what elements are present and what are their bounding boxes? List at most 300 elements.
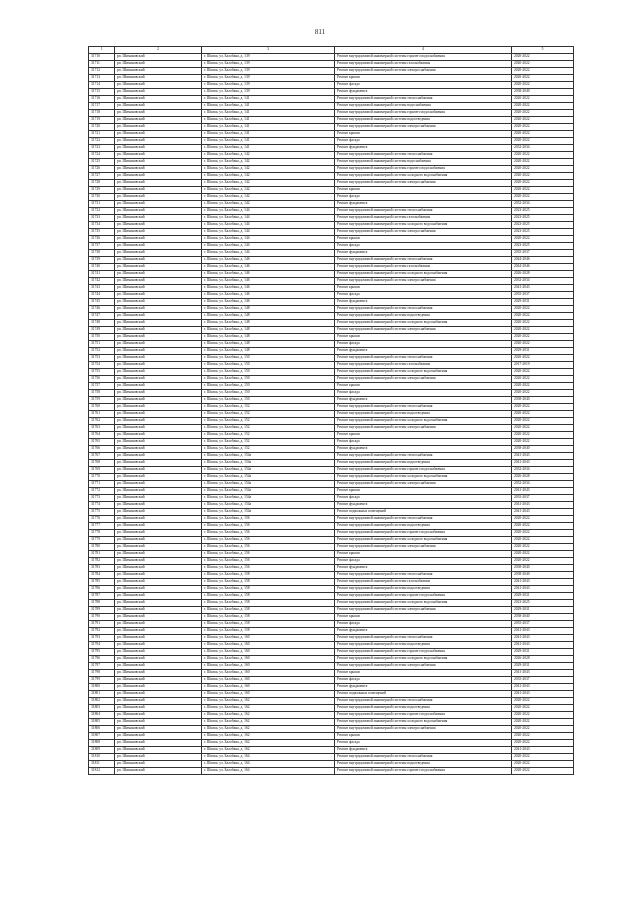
table-row: [89, 740, 574, 747]
table-row: [89, 579, 574, 586]
work-type-cell: Ремонт крыши: [335, 334, 512, 341]
work-type-cell: Ремонт фасада: [335, 292, 512, 299]
address-cell: г. Шилка, ул. Балобана, д. 144: [202, 236, 335, 243]
period-cell: 2020-2022: [512, 103, 574, 110]
address-cell: г. Шилка, ул. Балобана, д. 148: [202, 348, 335, 355]
row-number-cell: 31774: [89, 502, 115, 509]
work-type-cell: Ремонт внутридомовой инженерной системы теплоснабжения: [335, 698, 512, 705]
work-type-cell: Ремонт фасада: [335, 82, 512, 89]
table-row: [89, 75, 574, 82]
settlement-cell: рп. Шимановский: [115, 236, 202, 243]
row-number-cell: 31754: [89, 362, 115, 369]
address-cell: г. Шилка, ул. Балобана, д. 160: [202, 656, 335, 663]
column-header-1: 1: [89, 47, 115, 54]
settlement-cell: рп. Шимановский: [115, 523, 202, 530]
address-cell: г. Шилка, ул. Балобана, д. 142: [202, 187, 335, 194]
table-row: [89, 495, 574, 502]
address-cell: г. Шилка, ул. Балобана, д. 160: [202, 635, 335, 642]
work-type-cell: Ремонт фасада: [335, 243, 512, 250]
table-row: [89, 523, 574, 530]
settlement-cell: рп. Шимановский: [115, 180, 202, 187]
table-row: [89, 215, 574, 222]
work-type-cell: Ремонт внутридомовой инженерной системы водоотведения: [335, 460, 512, 467]
table-row: [89, 96, 574, 103]
work-type-cell: Ремонт внутридомовой инженерной системы горячего водоснабжения: [335, 712, 512, 719]
table-row: [89, 684, 574, 691]
period-cell: 2020-2022: [512, 383, 574, 390]
work-type-cell: Ремонт фундамента: [335, 502, 512, 509]
table-row: [89, 250, 574, 257]
settlement-cell: рп. Шимановский: [115, 138, 202, 145]
work-type-cell: Ремонт внутридомовой инженерной системы холодного водоснабжения: [335, 418, 512, 425]
table-row: [89, 614, 574, 621]
work-type-cell: Ремонт внутридомовой инженерной системы газоснабжения: [335, 61, 512, 68]
row-number-cell: 31801: [89, 691, 115, 698]
address-cell: г. Шилка, ул. Балобана, д. 148: [202, 334, 335, 341]
address-cell: г. Шилка, ул. Балобана, д. 152: [202, 425, 335, 432]
address-cell: г. Шилка, ул. Балобана, д. 164: [202, 768, 335, 775]
period-cell: 2020-2022: [512, 166, 574, 173]
table-row: [89, 474, 574, 481]
address-cell: г. Шилка, ул. Балобана, д. 156: [202, 516, 335, 523]
table-row: [89, 355, 574, 362]
work-type-cell: Ремонт внутридомовой инженерной системы теплоснабжения: [335, 306, 512, 313]
period-cell: 2041-2043: [512, 488, 574, 495]
period-cell: 2026-2028: [512, 656, 574, 663]
address-cell: г. Шилка, ул. Балобана, д. 160: [202, 670, 335, 677]
row-number-cell: 31723: [89, 145, 115, 152]
row-number-cell: 31766: [89, 446, 115, 453]
table-row: [89, 411, 574, 418]
work-type-cell: Ремонт фасада: [335, 138, 512, 145]
row-number-cell: 31755: [89, 369, 115, 376]
table-row: [89, 117, 574, 124]
row-number-cell: 31800: [89, 684, 115, 691]
work-type-cell: Ремонт внутридомовой инженерной системы теплоснабжения: [335, 404, 512, 411]
settlement-cell: рп. Шимановский: [115, 411, 202, 418]
work-type-cell: Ремонт крыши: [335, 131, 512, 138]
work-type-cell: Ремонт фундамента: [335, 250, 512, 257]
settlement-cell: рп. Шимановский: [115, 698, 202, 705]
work-type-cell: Ремонт внутридомовой инженерной системы холодного водоснабжения: [335, 474, 512, 481]
table-row: [89, 586, 574, 593]
period-cell: 2020-2022: [512, 733, 574, 740]
row-number-cell: 31799: [89, 677, 115, 684]
row-number-cell: 31729: [89, 187, 115, 194]
table-row: [89, 754, 574, 761]
period-cell: 2020-2022: [512, 236, 574, 243]
table-row: [89, 313, 574, 320]
work-type-cell: Ремонт внутридомовой инженерной системы электроснабжения: [335, 376, 512, 383]
settlement-cell: рп. Шимановский: [115, 264, 202, 271]
period-cell: 2020-2022: [512, 180, 574, 187]
period-cell: 2020-2022: [512, 523, 574, 530]
work-type-cell: Ремонт внутридомовой инженерной системы водоотведения: [335, 411, 512, 418]
row-number-cell: 31738: [89, 250, 115, 257]
address-cell: г. Шилка, ул. Балобана, д. 142: [202, 173, 335, 180]
address-cell: г. Шилка, ул. Балобана, д. 142: [202, 159, 335, 166]
address-cell: г. Шилка, ул. Балобана, д. 154а: [202, 460, 335, 467]
row-number-cell: 31768: [89, 460, 115, 467]
row-number-cell: 31739: [89, 257, 115, 264]
table-row: [89, 726, 574, 733]
address-cell: г. Шилка, ул. Балобана, д. 154а: [202, 488, 335, 495]
table-row: [89, 201, 574, 208]
row-number-cell: 31762: [89, 418, 115, 425]
row-number-cell: 31773: [89, 495, 115, 502]
table-header-row: [89, 47, 574, 54]
row-number-cell: 31794: [89, 642, 115, 649]
period-cell: 2023-2025: [512, 222, 574, 229]
address-cell: г. Шилка, ул. Балобана, д. 146: [202, 264, 335, 271]
address-cell: г. Шилка, ул. Балобана, д. 141: [202, 131, 335, 138]
work-type-cell: Ремонт фундамента: [335, 565, 512, 572]
table-body: [89, 54, 574, 775]
row-number-cell: 31811: [89, 761, 115, 768]
table-row: [89, 656, 574, 663]
period-cell: 2020-2022: [512, 320, 574, 327]
row-number-cell: 31792: [89, 628, 115, 635]
table-row: [89, 446, 574, 453]
table-row: [89, 677, 574, 684]
address-cell: г. Шилка, ул. Балобана, д. 150: [202, 355, 335, 362]
period-cell: 2020-2022: [512, 306, 574, 313]
row-number-cell: 31760: [89, 404, 115, 411]
period-cell: 2041-2043: [512, 642, 574, 649]
address-cell: г. Шилка, ул. Балобана, д. 156: [202, 544, 335, 551]
settlement-cell: рп. Шимановский: [115, 96, 202, 103]
work-type-cell: Ремонт внутридомовой инженерной системы газоснабжения: [335, 264, 512, 271]
table-row: [89, 264, 574, 271]
settlement-cell: рп. Шимановский: [115, 54, 202, 61]
work-type-cell: Ремонт внутридомовой инженерной системы электроснабжения: [335, 327, 512, 334]
row-number-cell: 31770: [89, 474, 115, 481]
address-cell: г. Шилка, ул. Балобана, д. 142: [202, 152, 335, 159]
settlement-cell: рп. Шимановский: [115, 670, 202, 677]
row-number-cell: 31722: [89, 138, 115, 145]
table-row: [89, 663, 574, 670]
table-row: [89, 593, 574, 600]
table-row: [89, 124, 574, 131]
table-row: [89, 257, 574, 264]
row-number-cell: 31803: [89, 705, 115, 712]
period-cell: 2038-2040: [512, 397, 574, 404]
period-cell: 2041-2043: [512, 684, 574, 691]
settlement-cell: рп. Шимановский: [115, 733, 202, 740]
table-row: [89, 68, 574, 75]
work-type-cell: Ремонт крыши: [335, 383, 512, 390]
table-row: [89, 607, 574, 614]
address-cell: г. Шилка, ул. Балобана, д. 152: [202, 446, 335, 453]
row-number-cell: 31748: [89, 320, 115, 327]
table-row: [89, 194, 574, 201]
row-number-cell: 31767: [89, 453, 115, 460]
settlement-cell: рп. Шимановский: [115, 593, 202, 600]
work-type-cell: Ремонт внутридомовой инженерной системы холодного водоснабжения: [335, 222, 512, 229]
row-number-cell: 31806: [89, 726, 115, 733]
settlement-cell: рп. Шимановский: [115, 124, 202, 131]
settlement-cell: рп. Шимановский: [115, 439, 202, 446]
settlement-cell: рп. Шимановский: [115, 572, 202, 579]
address-cell: г. Шилка, ул. Балобана, д. 154а: [202, 474, 335, 481]
work-type-cell: Ремонт внутридомовой инженерной системы холодного водоснабжения: [335, 719, 512, 726]
work-type-cell: Ремонт внутридомовой инженерной системы горячего водоснабжения: [335, 593, 512, 600]
work-type-cell: Ремонт крыши: [335, 551, 512, 558]
table-row: [89, 334, 574, 341]
address-cell: г. Шилка, ул. Балобана, д. 142: [202, 194, 335, 201]
settlement-cell: рп. Шимановский: [115, 691, 202, 698]
table-row: [89, 362, 574, 369]
address-cell: г. Шилка, ул. Балобана, д. 152: [202, 418, 335, 425]
row-number-cell: 31798: [89, 670, 115, 677]
work-type-cell: Ремонт внутридомовой инженерной системы горячего водоснабжения: [335, 768, 512, 775]
table-row: [89, 159, 574, 166]
period-cell: 2041-2043: [512, 509, 574, 516]
period-cell: 2020-2022: [512, 726, 574, 733]
address-cell: г. Шилка, ул. Балобана, д. 158: [202, 628, 335, 635]
work-type-cell: Ремонт внутридомовой инженерной системы теплоснабжения: [335, 257, 512, 264]
period-cell: 2044-2046: [512, 257, 574, 264]
work-type-cell: Ремонт крыши: [335, 670, 512, 677]
row-number-cell: 31713: [89, 75, 115, 82]
work-type-cell: Ремонт внутридомовой инженерной системы газоснабжения: [335, 215, 512, 222]
row-number-cell: 31711: [89, 61, 115, 68]
period-cell: 2020-2022: [512, 173, 574, 180]
row-number-cell: 31764: [89, 432, 115, 439]
period-cell: 2038-2040: [512, 446, 574, 453]
settlement-cell: рп. Шимановский: [115, 376, 202, 383]
address-cell: г. Шилка, ул. Балобана, д. 150: [202, 390, 335, 397]
address-cell: г. Шилка, ул. Балобана, д. 154а: [202, 481, 335, 488]
work-type-cell: Ремонт внутридомовой инженерной системы холодного водоснабжения: [335, 369, 512, 376]
settlement-cell: рп. Шимановский: [115, 320, 202, 327]
address-cell: г. Шилка, ул. Балобана, д. 141: [202, 124, 335, 131]
period-cell: 2020-2022: [512, 516, 574, 523]
work-type-cell: Ремонт внутридомовой инженерной системы электроснабжения: [335, 278, 512, 285]
period-cell: 2041-2043: [512, 285, 574, 292]
work-type-cell: Ремонт внутридомовой инженерной системы электроснабжения: [335, 544, 512, 551]
period-cell: 2020-2022: [512, 187, 574, 194]
row-number-cell: 31790: [89, 614, 115, 621]
period-cell: 2041-2043: [512, 460, 574, 467]
period-cell: 2038-2040: [512, 565, 574, 572]
settlement-cell: рп. Шимановский: [115, 614, 202, 621]
period-cell: 2020-2022: [512, 411, 574, 418]
table-row: [89, 89, 574, 96]
column-header-5: 5: [512, 47, 574, 54]
settlement-cell: рп. Шимановский: [115, 390, 202, 397]
address-cell: г. Шилка, ул. Балобана, д. 144: [202, 250, 335, 257]
row-number-cell: 31763: [89, 425, 115, 432]
address-cell: г. Шилка, ул. Балобана, д. 154а: [202, 495, 335, 502]
period-cell: 2020-2022: [512, 152, 574, 159]
settlement-cell: рп. Шимановский: [115, 89, 202, 96]
period-cell: 2041-2043: [512, 579, 574, 586]
row-number-cell: 31808: [89, 740, 115, 747]
settlement-cell: рп. Шимановский: [115, 173, 202, 180]
period-cell: 2020-2022: [512, 376, 574, 383]
row-number-cell: 31786: [89, 586, 115, 593]
work-type-cell: Ремонт фундамента: [335, 446, 512, 453]
table-row: [89, 180, 574, 187]
period-cell: 2041-2043: [512, 747, 574, 754]
period-cell: 2020-2022: [512, 96, 574, 103]
table-row: [89, 243, 574, 250]
table-row: [89, 733, 574, 740]
period-cell: 2038-2040: [512, 89, 574, 96]
period-cell: 2035-2037: [512, 621, 574, 628]
table-row: [89, 222, 574, 229]
settlement-cell: рп. Шимановский: [115, 642, 202, 649]
table-row: [89, 537, 574, 544]
work-type-cell: Ремонт крыши: [335, 432, 512, 439]
period-cell: 2041-2043: [512, 628, 574, 635]
address-cell: г. Шилка, ул. Балобана, д. 164: [202, 754, 335, 761]
row-number-cell: 31759: [89, 397, 115, 404]
settlement-cell: рп. Шимановский: [115, 663, 202, 670]
work-type-cell: Ремонт внутридомовой инженерной системы водоотведения: [335, 313, 512, 320]
period-cell: 2020-2022: [512, 138, 574, 145]
period-cell: 2029-2031: [512, 663, 574, 670]
row-number-cell: 31796: [89, 656, 115, 663]
period-cell: 2032-2034: [512, 201, 574, 208]
work-type-cell: Ремонт внутридомовой инженерной системы электроснабжения: [335, 663, 512, 670]
settlement-cell: рп. Шимановский: [115, 418, 202, 425]
period-cell: 2020-2022: [512, 68, 574, 75]
row-number-cell: 31740: [89, 264, 115, 271]
address-cell: г. Шилка, ул. Балобана, д. 139: [202, 68, 335, 75]
address-cell: г. Шилка, ул. Балобана, д. 144: [202, 243, 335, 250]
work-type-cell: Ремонт внутридомовой инженерной системы теплоснабжения: [335, 516, 512, 523]
row-number-cell: 31719: [89, 117, 115, 124]
address-cell: г. Шилка, ул. Балобана, д. 148: [202, 327, 335, 334]
period-cell: 2026-2028: [512, 474, 574, 481]
work-type-cell: Ремонт фасада: [335, 740, 512, 747]
row-number-cell: 31730: [89, 194, 115, 201]
row-number-cell: 31783: [89, 565, 115, 572]
address-cell: г. Шилка, ул. Балобана, д. 146: [202, 271, 335, 278]
settlement-cell: рп. Шимановский: [115, 467, 202, 474]
period-cell: 2020-2022: [512, 432, 574, 439]
work-type-cell: Ремонт фундамента: [335, 628, 512, 635]
work-type-cell: Ремонт внутридомовой инженерной системы горячего водоснабжения: [335, 467, 512, 474]
address-cell: г. Шилка, ул. Балобана, д. 142: [202, 166, 335, 173]
row-number-cell: 31712: [89, 68, 115, 75]
period-cell: 2032-2034: [512, 467, 574, 474]
period-cell: 2020-2022: [512, 754, 574, 761]
settlement-cell: рп. Шимановский: [115, 446, 202, 453]
period-cell: 2020-2022: [512, 761, 574, 768]
row-number-cell: 31772: [89, 488, 115, 495]
table-row: [89, 173, 574, 180]
settlement-cell: рп. Шимановский: [115, 75, 202, 82]
settlement-cell: рп. Шимановский: [115, 166, 202, 173]
work-type-cell: Ремонт внутридомовой инженерной системы горячего водоснабжения: [335, 649, 512, 656]
table-row: [89, 460, 574, 467]
address-cell: г. Шилка, ул. Балобана, д. 146: [202, 278, 335, 285]
work-type-cell: Ремонт внутридомовой инженерной системы газоснабжения: [335, 579, 512, 586]
row-number-cell: 31710: [89, 54, 115, 61]
address-cell: г. Шилка, ул. Балобана, д. 139: [202, 54, 335, 61]
address-cell: г. Шилка, ул. Балобана, д. 146: [202, 299, 335, 306]
work-type-cell: Ремонт подвальных помещений: [335, 509, 512, 516]
work-type-cell: Ремонт фундамента: [335, 397, 512, 404]
table-row: [89, 390, 574, 397]
address-cell: г. Шилка, ул. Балобана, д. 144: [202, 229, 335, 236]
row-number-cell: 31751: [89, 341, 115, 348]
row-number-cell: 31715: [89, 89, 115, 96]
period-cell: 2029-2031: [512, 348, 574, 355]
address-cell: г. Шилка, ул. Балобана, д. 162: [202, 747, 335, 754]
settlement-cell: рп. Шимановский: [115, 383, 202, 390]
row-number-cell: 31777: [89, 523, 115, 530]
table-row: [89, 481, 574, 488]
address-cell: г. Шилка, ул. Балобана, д. 144: [202, 208, 335, 215]
row-number-cell: 31721: [89, 131, 115, 138]
period-cell: 2035-2037: [512, 292, 574, 299]
period-cell: 2035-2037: [512, 677, 574, 684]
table-row: [89, 278, 574, 285]
table-row: [89, 271, 574, 278]
row-number-cell: 31742: [89, 278, 115, 285]
settlement-cell: рп. Шимановский: [115, 460, 202, 467]
row-number-cell: 31732: [89, 208, 115, 215]
row-number-cell: 31725: [89, 159, 115, 166]
row-number-cell: 31780: [89, 544, 115, 551]
period-cell: 2020-2022: [512, 327, 574, 334]
settlement-cell: рп. Шимановский: [115, 768, 202, 775]
work-type-cell: Ремонт внутридомовой инженерной системы холодного водоснабжения: [335, 271, 512, 278]
row-number-cell: 31718: [89, 110, 115, 117]
address-cell: г. Шилка, ул. Балобана, д. 154а: [202, 509, 335, 516]
settlement-cell: рп. Шимановский: [115, 110, 202, 117]
address-cell: г. Шилка, ул. Балобана, д. 162: [202, 733, 335, 740]
table-row: [89, 152, 574, 159]
row-number-cell: 31733: [89, 215, 115, 222]
work-type-cell: Ремонт крыши: [335, 614, 512, 621]
address-cell: г. Шилка, ул. Балобана, д. 160: [202, 642, 335, 649]
table-row: [89, 628, 574, 635]
address-cell: г. Шилка, ул. Балобана, д. 158: [202, 586, 335, 593]
work-type-cell: Ремонт внутридомовой инженерной системы теплоснабжения: [335, 208, 512, 215]
settlement-cell: рп. Шимановский: [115, 355, 202, 362]
address-cell: г. Шилка, ул. Балобана, д. 156: [202, 530, 335, 537]
work-type-cell: Ремонт фундамента: [335, 684, 512, 691]
work-type-cell: Ремонт внутридомовой инженерной системы водоотведения: [335, 642, 512, 649]
settlement-cell: рп. Шимановский: [115, 607, 202, 614]
period-cell: 2020-2022: [512, 705, 574, 712]
column-header-3: 3: [202, 47, 335, 54]
settlement-cell: рп. Шимановский: [115, 292, 202, 299]
address-cell: г. Шилка, ул. Балобана, д. 142: [202, 180, 335, 187]
work-type-cell: Ремонт внутридомовой инженерной системы электроснабжения: [335, 726, 512, 733]
table-row: [89, 145, 574, 152]
capital-repair-table: [88, 46, 574, 775]
settlement-cell: рп. Шимановский: [115, 537, 202, 544]
period-cell: 2020-2022: [512, 390, 574, 397]
row-number-cell: 31720: [89, 124, 115, 131]
settlement-cell: рп. Шимановский: [115, 68, 202, 75]
table-row: [89, 306, 574, 313]
address-cell: г. Шилка, ул. Балобана, д. 141: [202, 145, 335, 152]
address-cell: г. Шилка, ул. Балобана, д. 148: [202, 313, 335, 320]
settlement-cell: рп. Шимановский: [115, 222, 202, 229]
period-cell: 2041-2043: [512, 670, 574, 677]
work-type-cell: Ремонт внутридомовой инженерной системы теплоснабжения: [335, 96, 512, 103]
table-row: [89, 82, 574, 89]
address-cell: г. Шилка, ул. Балобана, д. 139: [202, 61, 335, 68]
table-row: [89, 285, 574, 292]
